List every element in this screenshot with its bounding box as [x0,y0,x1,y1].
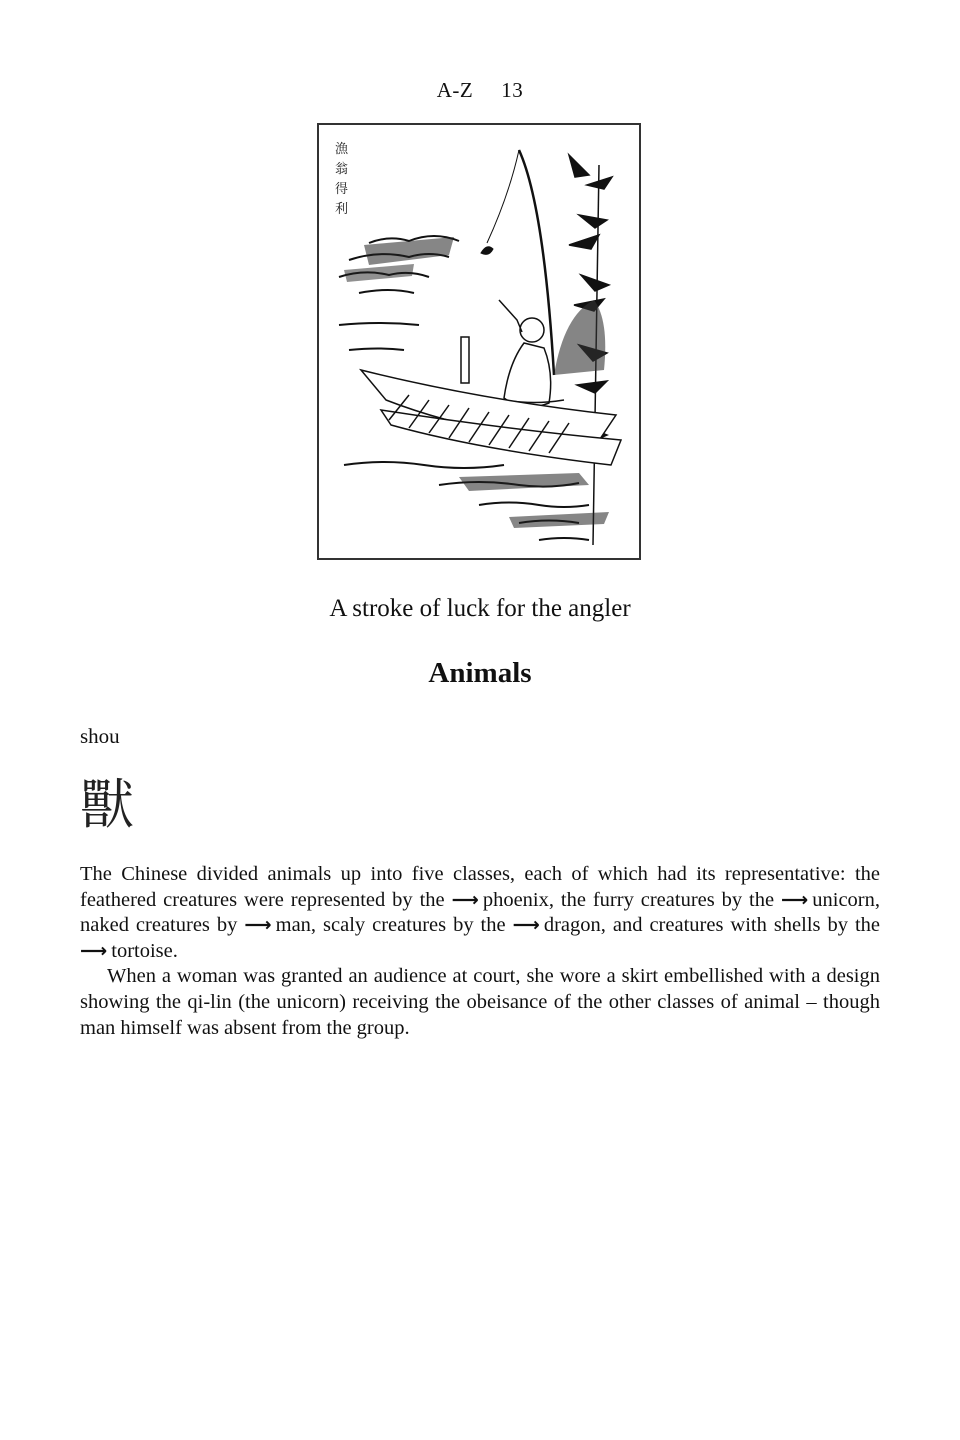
angler-illustration [317,123,641,560]
paragraph: The Chinese divided animals up into five classes, each of which had its representative: the feathered creatures were represented by the ⟶ phoenix, the furry creatures by the ⟶ unicorn, naked creatures by ⟶ man, scaly creatures by the ⟶ dragon, and creatures with shells by the ⟶ tortoise. [80,862,880,964]
arrow-icon: ⟶ [244,914,272,937]
cross-reference: tortoise. [111,939,178,962]
cross-reference: phoenix, the furry creatures by the [482,888,775,911]
fishing-rod [481,150,554,375]
inscription-char: 得 [335,182,349,197]
romanization: shou [80,724,120,748]
page-number: 13 [501,78,524,102]
chinese-character: 獸 [80,773,134,836]
cross-reference: dragon, and creatures with shells by the [543,914,881,937]
paragraph: When a woman was granted an audience at court, she wore a skirt embellished with a design showing the qi-lin (the unicorn) receiving the obeisance of the other classes of animal – though man himself was absent from the group. [80,965,880,1039]
arrow-icon: ⟶ [451,888,479,911]
cross-reference: unicorn, naked creatures by [80,888,881,937]
entry-body [80,862,880,1041]
arrow-icon: ⟶ [512,914,540,937]
figure-caption: A stroke of luck for the angler [329,595,631,622]
inscription-char: 翁 [335,162,349,177]
arrow-icon: ⟶ [80,939,108,962]
arrow-icon: ⟶ [781,888,809,911]
entry-title: Animals [428,657,532,689]
inscription-char: 漁 [335,142,349,157]
section-label: A-Z [436,78,474,102]
angler-figure [499,300,564,407]
cross-reference: man, scaly creatures by the [275,914,506,937]
running-head [0,78,960,103]
inscription-char: 利 [335,202,349,217]
